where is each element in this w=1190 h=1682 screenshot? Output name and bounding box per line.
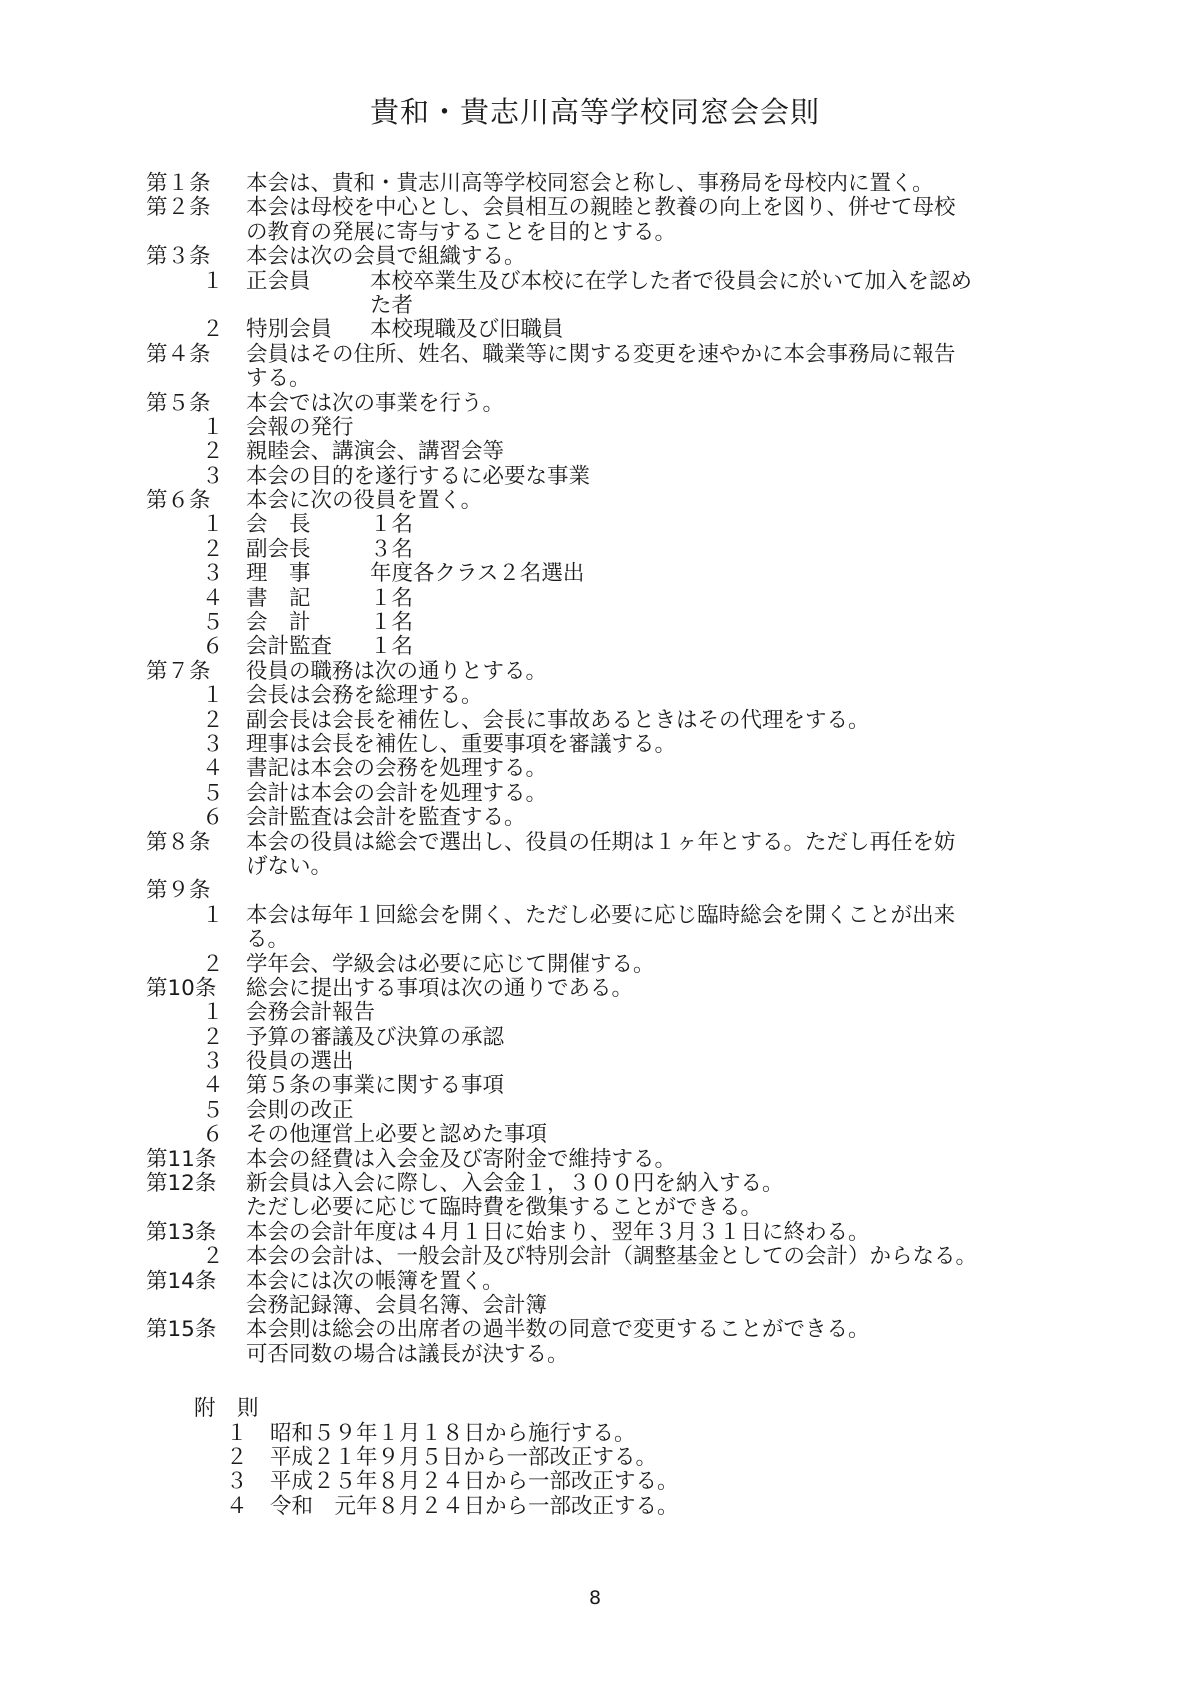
line-text bbox=[246, 465, 1046, 489]
article-number: 第６条 bbox=[146, 488, 211, 514]
line-content: 書記は本会の会務を処理する。 bbox=[246, 756, 548, 782]
line-text bbox=[246, 221, 1046, 245]
line-content: た者 bbox=[370, 292, 414, 318]
line-content: １名 bbox=[370, 585, 414, 611]
supplementary-item bbox=[146, 1470, 1046, 1494]
line-content: 新会員は入会に際し、入会金１，３００円を納入する。 bbox=[246, 1171, 784, 1197]
item-line bbox=[146, 1074, 1046, 1098]
line-content: 本会では次の事業を行う。 bbox=[246, 390, 505, 416]
line-text bbox=[246, 1123, 1046, 1147]
article-number: 第10条 bbox=[146, 975, 217, 1001]
supplementary-text: 平成２１年９月５日から一部改正する。 bbox=[270, 1444, 658, 1470]
article-number bbox=[146, 1196, 246, 1220]
line-text bbox=[246, 709, 1046, 733]
articles-body bbox=[146, 172, 1046, 1519]
line-content: の教育の発展に寄与することを目的とする。 bbox=[246, 219, 677, 245]
line-content: １名 bbox=[370, 634, 414, 660]
line-text bbox=[246, 1318, 1046, 1342]
article-number: 第15条 bbox=[146, 1317, 217, 1343]
supplementary-item bbox=[146, 1422, 1046, 1446]
line-text bbox=[246, 611, 1046, 635]
article-number: 第７条 bbox=[146, 658, 211, 684]
line-text bbox=[246, 318, 1046, 342]
item-line bbox=[146, 416, 1046, 440]
article-line bbox=[146, 855, 1046, 879]
line-text bbox=[246, 1245, 1046, 1269]
line-content: 年度各クラス２名選出 bbox=[370, 561, 585, 587]
line-content: 副会長は会長を補佐し、会長に事故あるときはその代理をする。 bbox=[246, 707, 870, 733]
item-line bbox=[146, 562, 1046, 586]
supplementary-text: 平成２５年８月２４日から一部改正する。 bbox=[270, 1469, 679, 1495]
item-line bbox=[146, 270, 1046, 294]
line-text bbox=[246, 782, 1046, 806]
article-lines bbox=[146, 172, 1046, 1367]
article-number: 第13条 bbox=[146, 1219, 217, 1245]
item-number: ２ bbox=[202, 317, 224, 343]
line-content: 本会の会計年度は４月１日に始まり、翌年３月３１日に終わる。 bbox=[246, 1219, 870, 1245]
line-text bbox=[246, 879, 1046, 903]
article-line bbox=[146, 1196, 1046, 1220]
line-content: 総会に提出する事項は次の通りである。 bbox=[246, 975, 634, 1001]
line-text bbox=[246, 172, 1046, 196]
line-text bbox=[246, 1026, 1046, 1050]
line-text bbox=[246, 1050, 1046, 1074]
line-text bbox=[246, 904, 1046, 928]
line-text bbox=[246, 367, 1046, 391]
item-line bbox=[146, 318, 1046, 342]
line-content: 本会の会計は、一般会計及び特別会計（調整基金としての会計）からなる。 bbox=[246, 1244, 978, 1270]
line-text bbox=[246, 977, 1046, 1001]
item-line bbox=[146, 904, 1046, 928]
line-text bbox=[246, 343, 1046, 367]
line-content: 本会には次の帳簿を置く。 bbox=[246, 1268, 504, 1294]
line-text bbox=[246, 587, 1046, 611]
item-line bbox=[146, 513, 1046, 537]
line-text bbox=[246, 953, 1046, 977]
item-number: １ bbox=[202, 512, 224, 538]
line-content: 本会は、貴和・貴志川高等学校同窓会と称し、事務局を母校内に置く。 bbox=[246, 171, 934, 196]
supplementary-title: 附 則 bbox=[194, 1396, 259, 1422]
line-content: 役員の選出 bbox=[246, 1049, 354, 1075]
line-text bbox=[246, 806, 1046, 830]
item-label: 特別会員 bbox=[246, 317, 333, 343]
line-content: １名 bbox=[370, 512, 414, 538]
line-text bbox=[246, 831, 1046, 855]
line-content: 会計は本会の会計を処理する。 bbox=[246, 780, 548, 806]
article-line bbox=[146, 1172, 1046, 1196]
supplementary-number: ４ bbox=[226, 1493, 248, 1519]
line-text bbox=[246, 538, 1046, 562]
item-line bbox=[146, 782, 1046, 806]
line-content: 第５条の事業に関する事項 bbox=[246, 1073, 505, 1099]
supplementary-text: 昭和５９年１月１８日から施行する。 bbox=[270, 1420, 636, 1446]
line-content: １名 bbox=[370, 610, 414, 636]
supplementary-text: 令和 元年８月２４日から一部改正する。 bbox=[270, 1493, 679, 1519]
item-line bbox=[146, 465, 1046, 489]
item-label: 理 事 bbox=[246, 561, 311, 587]
item-number: １ bbox=[202, 902, 224, 928]
article-line bbox=[146, 392, 1046, 416]
line-text bbox=[246, 1172, 1046, 1196]
item-line bbox=[146, 806, 1046, 830]
article-line bbox=[146, 660, 1046, 684]
line-text bbox=[246, 489, 1046, 513]
line-text bbox=[246, 1148, 1046, 1172]
line-text bbox=[246, 660, 1046, 684]
article-line bbox=[146, 879, 1046, 903]
item-number: ４ bbox=[202, 585, 224, 611]
item-number: ５ bbox=[202, 780, 224, 806]
item-line bbox=[146, 953, 1046, 977]
line-content: 本校現職及び旧職員 bbox=[370, 317, 564, 343]
line-text bbox=[246, 684, 1046, 708]
item-number: ３ bbox=[202, 1049, 224, 1075]
line-content: 会則の改正 bbox=[246, 1097, 354, 1123]
article-number bbox=[146, 1343, 246, 1367]
article-line bbox=[146, 1270, 1046, 1294]
item-number: １ bbox=[202, 268, 224, 294]
item-number: ３ bbox=[202, 731, 224, 757]
line-content: 本会は母校を中心とし、会員相互の親睦と教養の向上を図り、併せて母校 bbox=[246, 195, 956, 221]
article-number: 第11条 bbox=[146, 1146, 217, 1172]
line-content: 本会の目的を遂行するに必要な事業 bbox=[246, 463, 591, 489]
item-number: ６ bbox=[202, 1122, 224, 1148]
supplementary-number: １ bbox=[226, 1420, 248, 1446]
article-line bbox=[146, 831, 1046, 855]
article-line bbox=[146, 367, 1046, 391]
line-text bbox=[246, 562, 1046, 586]
line-text bbox=[246, 855, 1046, 879]
supplementary-number: ２ bbox=[226, 1444, 248, 1470]
article-number bbox=[146, 367, 246, 391]
item-line bbox=[146, 611, 1046, 635]
article-line bbox=[146, 196, 1046, 220]
item-line bbox=[146, 1001, 1046, 1025]
article-line bbox=[146, 343, 1046, 367]
article-line bbox=[146, 221, 1046, 245]
line-text bbox=[246, 1294, 1046, 1318]
line-content: 予算の審議及び決算の承認 bbox=[246, 1024, 505, 1050]
item-number: ３ bbox=[202, 561, 224, 587]
item-number: ６ bbox=[202, 805, 224, 831]
article-number bbox=[146, 1294, 246, 1318]
item-number: ２ bbox=[202, 1024, 224, 1050]
line-content: 親睦会、講演会、講習会等 bbox=[246, 439, 505, 465]
item-label: 会 計 bbox=[246, 610, 311, 636]
item-line bbox=[146, 733, 1046, 757]
item-line bbox=[146, 709, 1046, 733]
line-content: 本会の役員は総会で選出し、役員の任期は１ヶ年とする。ただし再任を妨 bbox=[246, 829, 956, 855]
supplementary-item bbox=[146, 1495, 1046, 1519]
line-text bbox=[246, 440, 1046, 464]
item-number: ４ bbox=[202, 756, 224, 782]
item-number: ２ bbox=[202, 951, 224, 977]
line-content: 学年会、学級会は必要に応じて開催する。 bbox=[246, 951, 655, 977]
item-label: 副会長 bbox=[246, 536, 311, 562]
item-line bbox=[146, 538, 1046, 562]
line-content: ３名 bbox=[370, 536, 414, 562]
line-text bbox=[246, 1001, 1046, 1025]
item-line bbox=[146, 1099, 1046, 1123]
line-text bbox=[246, 513, 1046, 537]
line-text bbox=[246, 1343, 1046, 1367]
line-text bbox=[246, 1074, 1046, 1098]
item-number: ２ bbox=[202, 439, 224, 465]
item-line bbox=[146, 294, 1046, 318]
line-text bbox=[246, 1196, 1046, 1220]
line-content: 役員の職務は次の通りとする。 bbox=[246, 658, 548, 684]
line-content: 本校卒業生及び本校に在学した者で役員会に於いて加入を認め bbox=[370, 268, 973, 294]
line-text bbox=[246, 196, 1046, 220]
article-number: 第５条 bbox=[146, 390, 211, 416]
article-number: 第12条 bbox=[146, 1171, 217, 1197]
item-line bbox=[146, 440, 1046, 464]
line-content: 可否同数の場合は議長が決する。 bbox=[246, 1341, 569, 1367]
article-number: 第８条 bbox=[146, 829, 211, 855]
article-number: 第９条 bbox=[146, 878, 211, 904]
line-content: 会務記録簿、会員名簿、会計簿 bbox=[246, 1292, 548, 1318]
item-number: ２ bbox=[202, 536, 224, 562]
item-number: ２ bbox=[202, 1244, 224, 1270]
article-line bbox=[146, 245, 1046, 269]
item-label: 正会員 bbox=[246, 268, 311, 294]
line-text bbox=[246, 928, 1046, 952]
line-text bbox=[246, 1221, 1046, 1245]
line-content: する。 bbox=[246, 366, 311, 392]
line-text bbox=[246, 270, 1046, 294]
item-line bbox=[146, 587, 1046, 611]
item-number: １ bbox=[202, 683, 224, 709]
article-line bbox=[146, 489, 1046, 513]
article-line bbox=[146, 1343, 1046, 1367]
item-line bbox=[146, 928, 1046, 952]
line-content: その他運営上必要と認めた事項 bbox=[246, 1122, 548, 1148]
item-line bbox=[146, 635, 1046, 659]
item-number: ２ bbox=[202, 707, 224, 733]
item-label: 会 長 bbox=[246, 512, 311, 538]
article-line bbox=[146, 977, 1046, 1001]
article-number bbox=[146, 855, 246, 879]
item-number: ３ bbox=[202, 463, 224, 489]
item-line bbox=[146, 757, 1046, 781]
supplementary-item bbox=[146, 1446, 1046, 1470]
line-content: 会計監査は会計を監査する。 bbox=[246, 805, 526, 831]
line-content: 会員はその住所、姓名、職業等に関する変更を速やかに本会事務局に報告 bbox=[246, 341, 956, 367]
article-number: 第14条 bbox=[146, 1268, 217, 1294]
article-line bbox=[146, 1221, 1046, 1245]
document-title: 貴和・貴志川高等学校同窓会会則 bbox=[369, 95, 820, 129]
line-content: 本会は次の会員で組織する。 bbox=[246, 244, 526, 270]
item-number: １ bbox=[202, 414, 224, 440]
line-content: 本会は毎年１回総会を開く、ただし必要に応じ臨時総会を開くことが出来 bbox=[246, 902, 956, 928]
item-line bbox=[146, 684, 1046, 708]
article-line bbox=[146, 1318, 1046, 1342]
line-content: 本会の経費は入会金及び寄附金で維持する。 bbox=[246, 1146, 677, 1172]
item-line bbox=[146, 1123, 1046, 1147]
article-line bbox=[146, 172, 1046, 196]
item-line bbox=[146, 1026, 1046, 1050]
article-number: 第２条 bbox=[146, 195, 211, 221]
line-text bbox=[246, 1099, 1046, 1123]
line-text bbox=[246, 635, 1046, 659]
line-text bbox=[246, 1270, 1046, 1294]
line-content: 本会に次の役員を置く。 bbox=[246, 488, 483, 514]
line-content: 理事は会長を補佐し、重要事項を審議する。 bbox=[246, 731, 677, 757]
item-line bbox=[146, 1245, 1046, 1269]
line-content: 本会則は総会の出席者の過半数の同意で変更することができる。 bbox=[246, 1317, 870, 1343]
item-number: ４ bbox=[202, 1073, 224, 1099]
item-label: 会計監査 bbox=[246, 634, 333, 660]
article-number bbox=[146, 221, 246, 245]
line-text bbox=[246, 416, 1046, 440]
line-content: る。 bbox=[246, 927, 290, 953]
article-number: 第１条 bbox=[146, 171, 211, 196]
item-number: １ bbox=[202, 1000, 224, 1026]
article-line bbox=[146, 1148, 1046, 1172]
line-text bbox=[246, 757, 1046, 781]
line-content: ただし必要に応じて臨時費を徴集することができる。 bbox=[246, 1195, 763, 1221]
line-text bbox=[246, 733, 1046, 757]
item-line bbox=[146, 1050, 1046, 1074]
article-line bbox=[146, 1294, 1046, 1318]
item-number: ５ bbox=[202, 1097, 224, 1123]
line-content: 会長は会務を総理する。 bbox=[246, 683, 483, 709]
line-content: 会務会計報告 bbox=[246, 1000, 376, 1026]
article-number: 第４条 bbox=[146, 341, 211, 367]
line-text bbox=[246, 294, 1046, 318]
supplementary-number: ３ bbox=[226, 1469, 248, 1495]
supplementary-items bbox=[146, 1422, 1046, 1520]
line-text bbox=[246, 245, 1046, 269]
page-number: 8 bbox=[588, 1587, 602, 1609]
item-number: ６ bbox=[202, 634, 224, 660]
line-text bbox=[246, 392, 1046, 416]
item-number bbox=[146, 294, 246, 318]
item-label: 書 記 bbox=[246, 585, 311, 611]
item-number bbox=[146, 928, 246, 952]
line-content: げない。 bbox=[246, 853, 333, 879]
article-number: 第３条 bbox=[146, 244, 211, 270]
line-content: 会報の発行 bbox=[246, 414, 354, 440]
item-number: ５ bbox=[202, 610, 224, 636]
